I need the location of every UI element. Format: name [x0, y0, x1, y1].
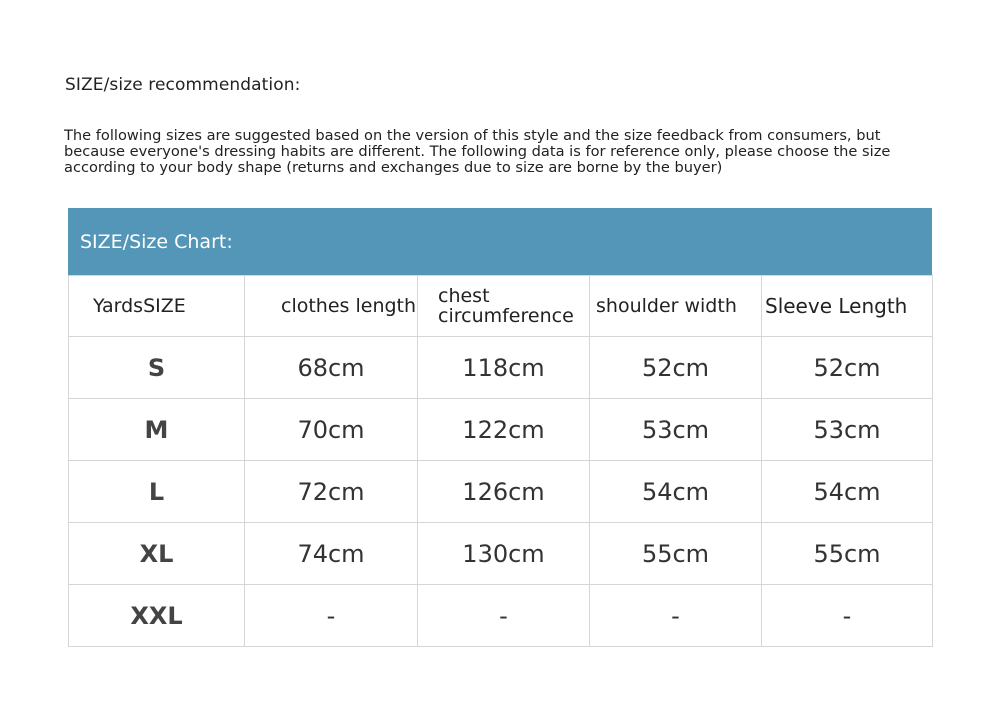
size-label: XXL: [69, 585, 245, 647]
size-label: L: [69, 461, 245, 523]
column-header-size: YardsSIZE: [69, 276, 245, 337]
shoulder-cell: 55cm: [590, 523, 762, 585]
table-row: [69, 337, 933, 399]
table-header-row: [69, 276, 933, 337]
page-heading: SIZE/size recommendation:: [65, 75, 301, 95]
table-row: [69, 399, 933, 461]
size-label: XL: [69, 523, 245, 585]
sleeve-cell: 53cm: [762, 399, 933, 461]
column-header-sleeve-length: Sleeve Length: [762, 276, 933, 337]
chest-cell: 130cm: [418, 523, 590, 585]
shoulder-cell: 52cm: [590, 337, 762, 399]
size-chart-title-bar: [68, 208, 932, 275]
sleeve-cell: -: [762, 585, 933, 647]
column-header-chest-circumference: chest circumference: [418, 276, 590, 337]
clothes-length-cell: 74cm: [245, 523, 418, 585]
column-header-shoulder-width: shoulder width: [590, 276, 762, 337]
table-row: [69, 461, 933, 523]
chest-cell: -: [418, 585, 590, 647]
size-table: [68, 275, 933, 647]
chest-cell: 126cm: [418, 461, 590, 523]
chest-cell: 122cm: [418, 399, 590, 461]
shoulder-cell: 54cm: [590, 461, 762, 523]
intro-paragraph: The following sizes are suggested based on the version of this style and the size feedback from consumers, but because everyone's dressing habits are different. The following data is for reference only, please choose the size according to your body shape (returns and exchanges due to size are borne by the buyer): [64, 127, 891, 176]
clothes-length-cell: 70cm: [245, 399, 418, 461]
table-row: [69, 523, 933, 585]
sleeve-cell: 55cm: [762, 523, 933, 585]
sleeve-cell: 52cm: [762, 337, 933, 399]
size-chart-title: SIZE/Size Chart:: [80, 230, 233, 253]
sleeve-cell: 54cm: [762, 461, 933, 523]
shoulder-cell: 53cm: [590, 399, 762, 461]
shoulder-cell: -: [590, 585, 762, 647]
size-chart: [68, 208, 932, 647]
clothes-length-cell: 72cm: [245, 461, 418, 523]
table-row: [69, 585, 933, 647]
size-label: M: [69, 399, 245, 461]
chest-cell: 118cm: [418, 337, 590, 399]
clothes-length-cell: 68cm: [245, 337, 418, 399]
size-label: S: [69, 337, 245, 399]
column-header-clothes-length: clothes length: [245, 276, 418, 337]
clothes-length-cell: -: [245, 585, 418, 647]
